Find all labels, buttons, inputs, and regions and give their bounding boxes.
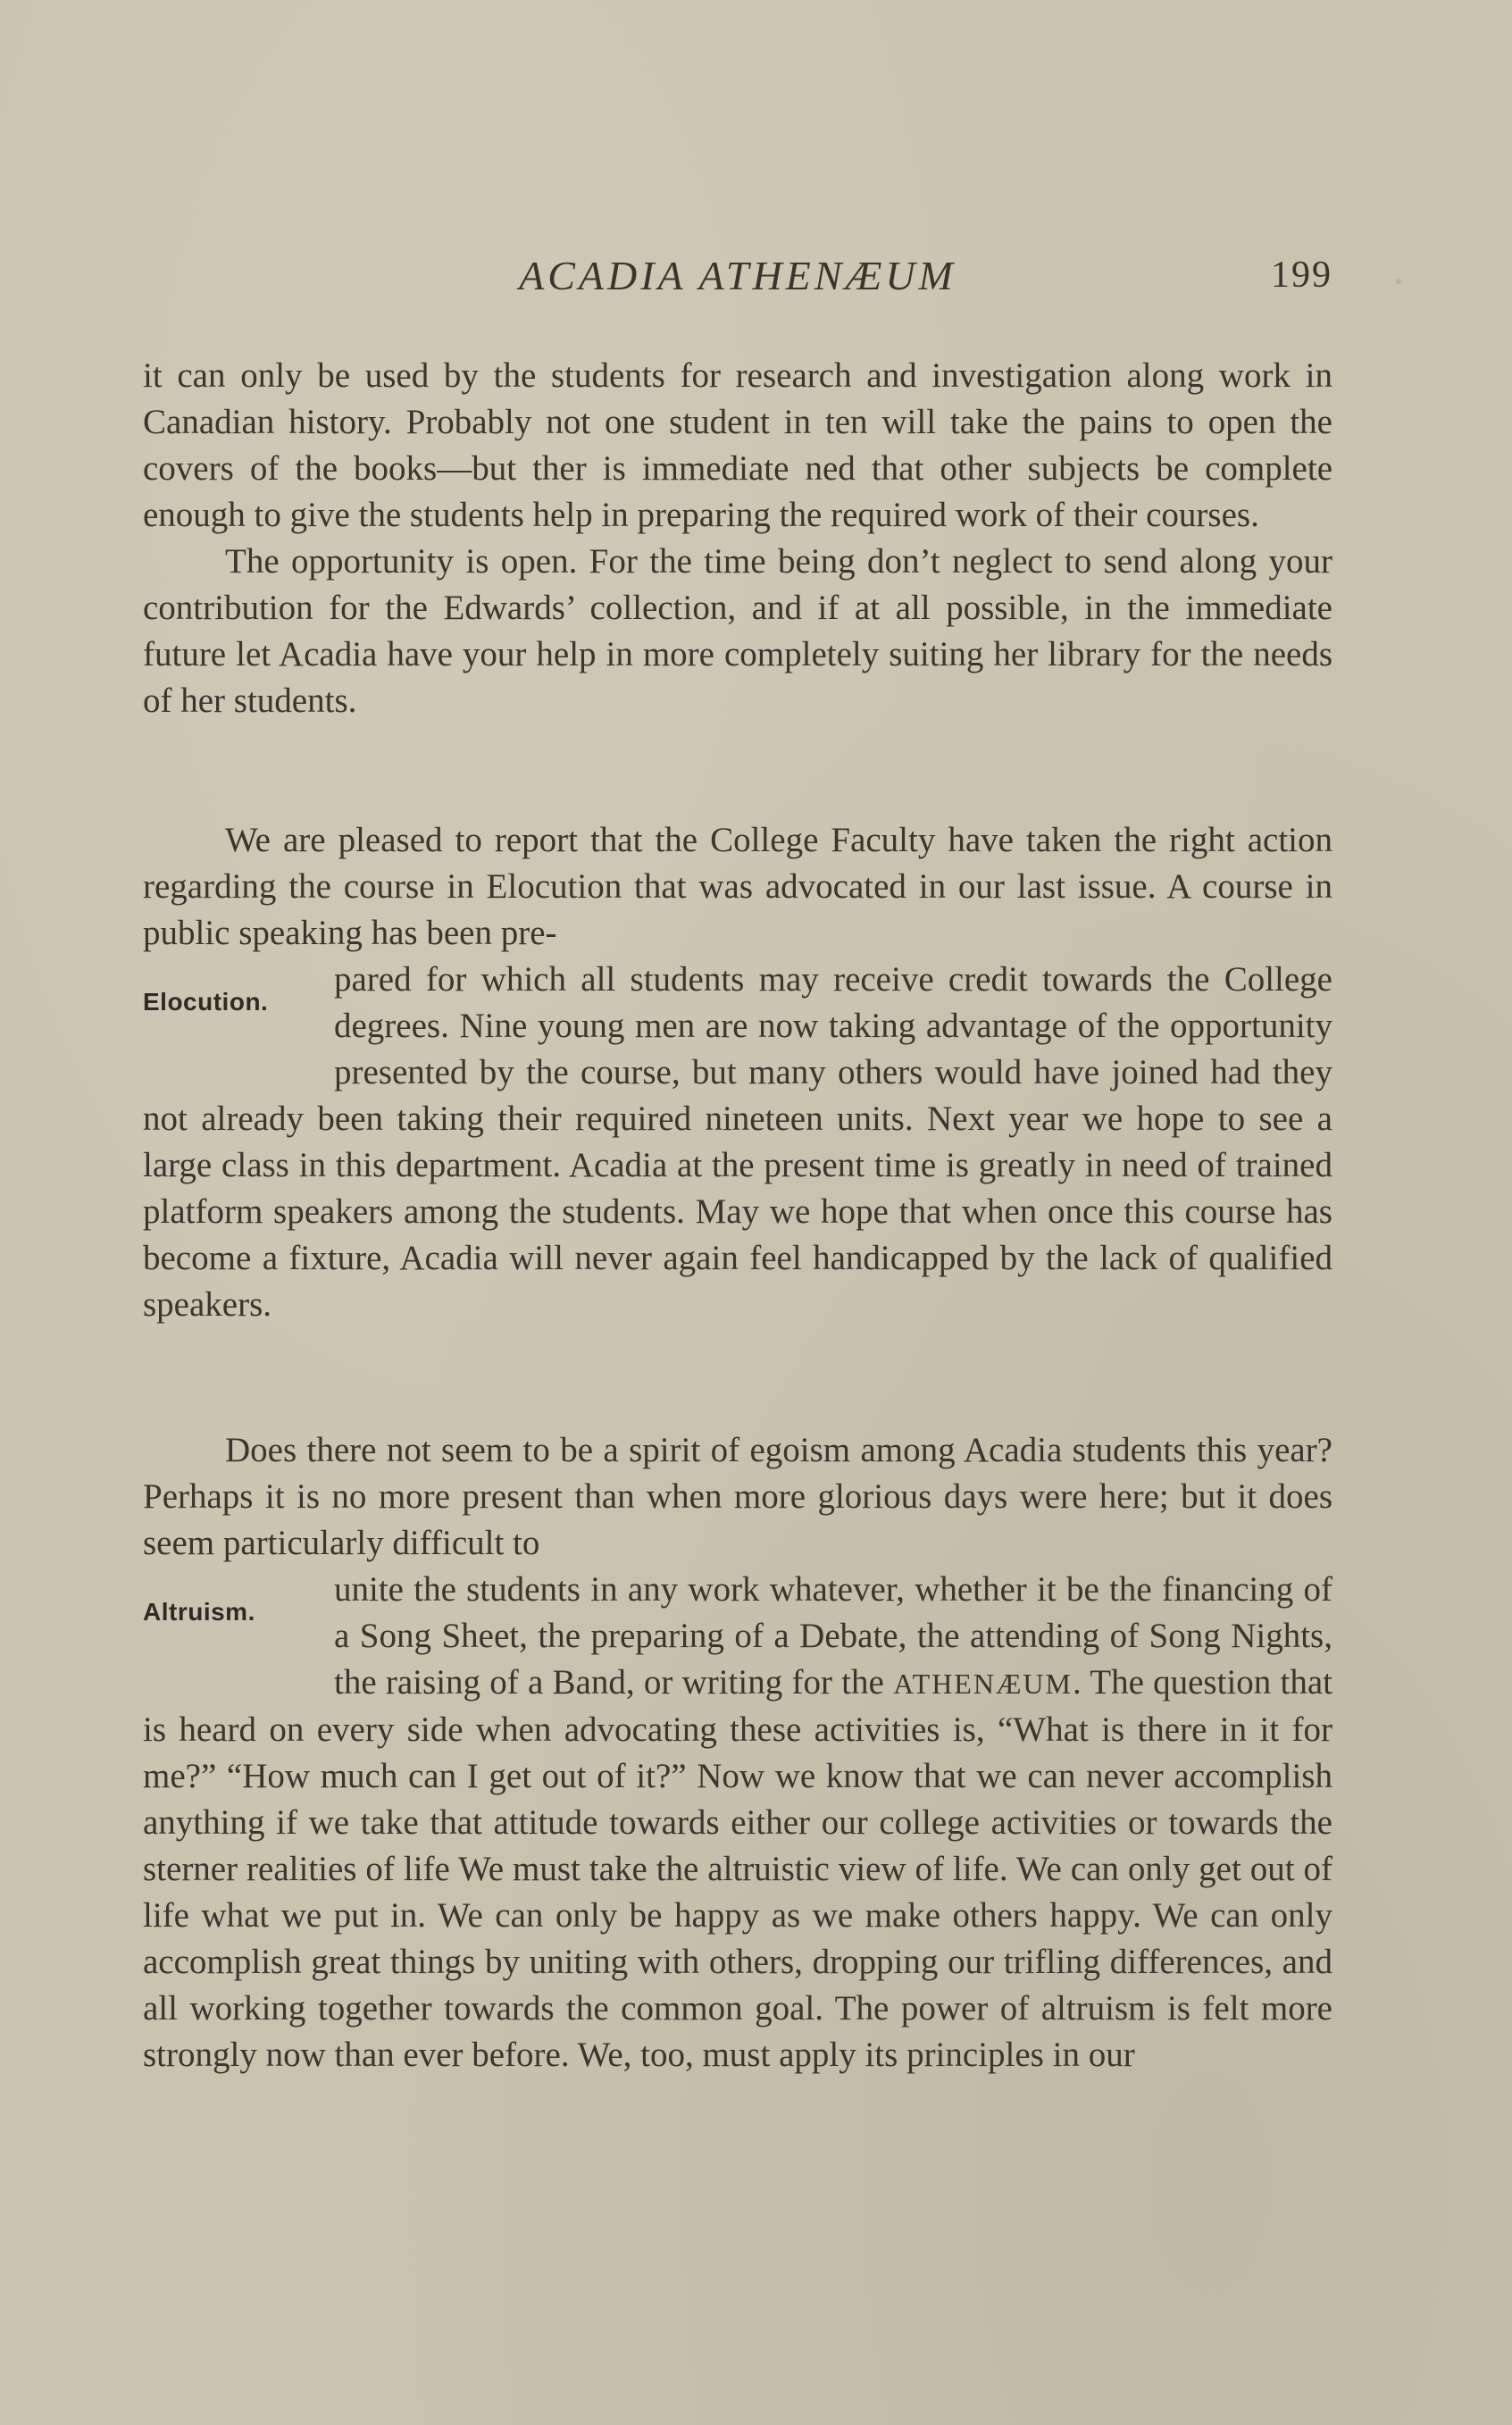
side-heading-space xyxy=(143,962,334,1051)
text-block-library xyxy=(143,353,1332,724)
paragraph-altruism-lead: Does there not seem to be a spirit of egoism among Acadia students this year? Perhaps it is no more present than when more glorious days were here; but it does seem particularly difficult to xyxy=(143,1431,1332,1562)
text-block-altruism xyxy=(143,1427,1332,2078)
margin-dot xyxy=(1396,279,1401,284)
page-number: 199 xyxy=(1271,255,1332,296)
paragraph-elocution-lead: We are pleased to report that the College Faculty have taken the right action regarding the course in Elocution that was advocated in our last issue. A course in public speaking has been pre- xyxy=(143,821,1332,952)
paragraph-opportunity: The opportunity is open. For the time being don’t neglect to send along your contribution for the Edwards’ collection, and if at all possible, in the immediate future let Acadia have your help in more completely suiting her library for the needs of her students. xyxy=(143,542,1332,720)
athenaeum-small-caps: ATHENÆUM xyxy=(893,1668,1073,1700)
side-heading-elocution: Elocution. xyxy=(143,988,269,1016)
side-heading-space xyxy=(143,1572,334,1661)
journal-title: ACADIA ATHENÆUM xyxy=(519,253,956,298)
side-heading-altruism: Altruism. xyxy=(143,1598,255,1626)
altruism-text-a: unite the students in any work whatever, whether it be the financing of a Song Sheet, the preparing of a Debate, the attending of Song Nights, the raising of a Band, or writing for the xyxy=(334,1570,1332,1702)
altruism-text-b: . The question that is heard on every side when advocating these activities is, “What is there in it for me?” “How much can I get out of it?” Now we know that we can never accomplish anything if we take that attitude towards either our college activities or towards the sterner realities of life We must take the altruistic view of life. We can only get out of life what we put in. We can only be happy as we make others happy. We can only accomplish great things by uniting with others, dropping our trifling differences, and all working together towards the common goal. The power of altruism is felt more strongly now than ever before. We, too, must apply its principles in our xyxy=(143,1663,1332,2074)
paragraph-elocution-rest: pared for which all students may receive credit towards the College degrees. Nine young men are now taking advantage of the opportunity presented by the course, but many others would have joined had they not already been taking their required nineteen units. Next year we hope to see a large class in this department. Acadia at the present time is greatly in need of trained platform speakers among the students. May we hope that when once this course has become a fixture, Acadia will never again feel handicapped by the lack of qualified speakers. xyxy=(143,960,1332,1324)
running-head xyxy=(143,252,1332,305)
paragraph-library-continuation: it can only be used by the students for research and investigation along work in Canadian history. Probably not one student in ten will take the pains to open the covers of the books—but ther is immediate ned that other subjects be complete enough to give the students help in preparing the required work of their courses. xyxy=(143,356,1332,534)
text-block-elocution xyxy=(143,817,1332,1328)
